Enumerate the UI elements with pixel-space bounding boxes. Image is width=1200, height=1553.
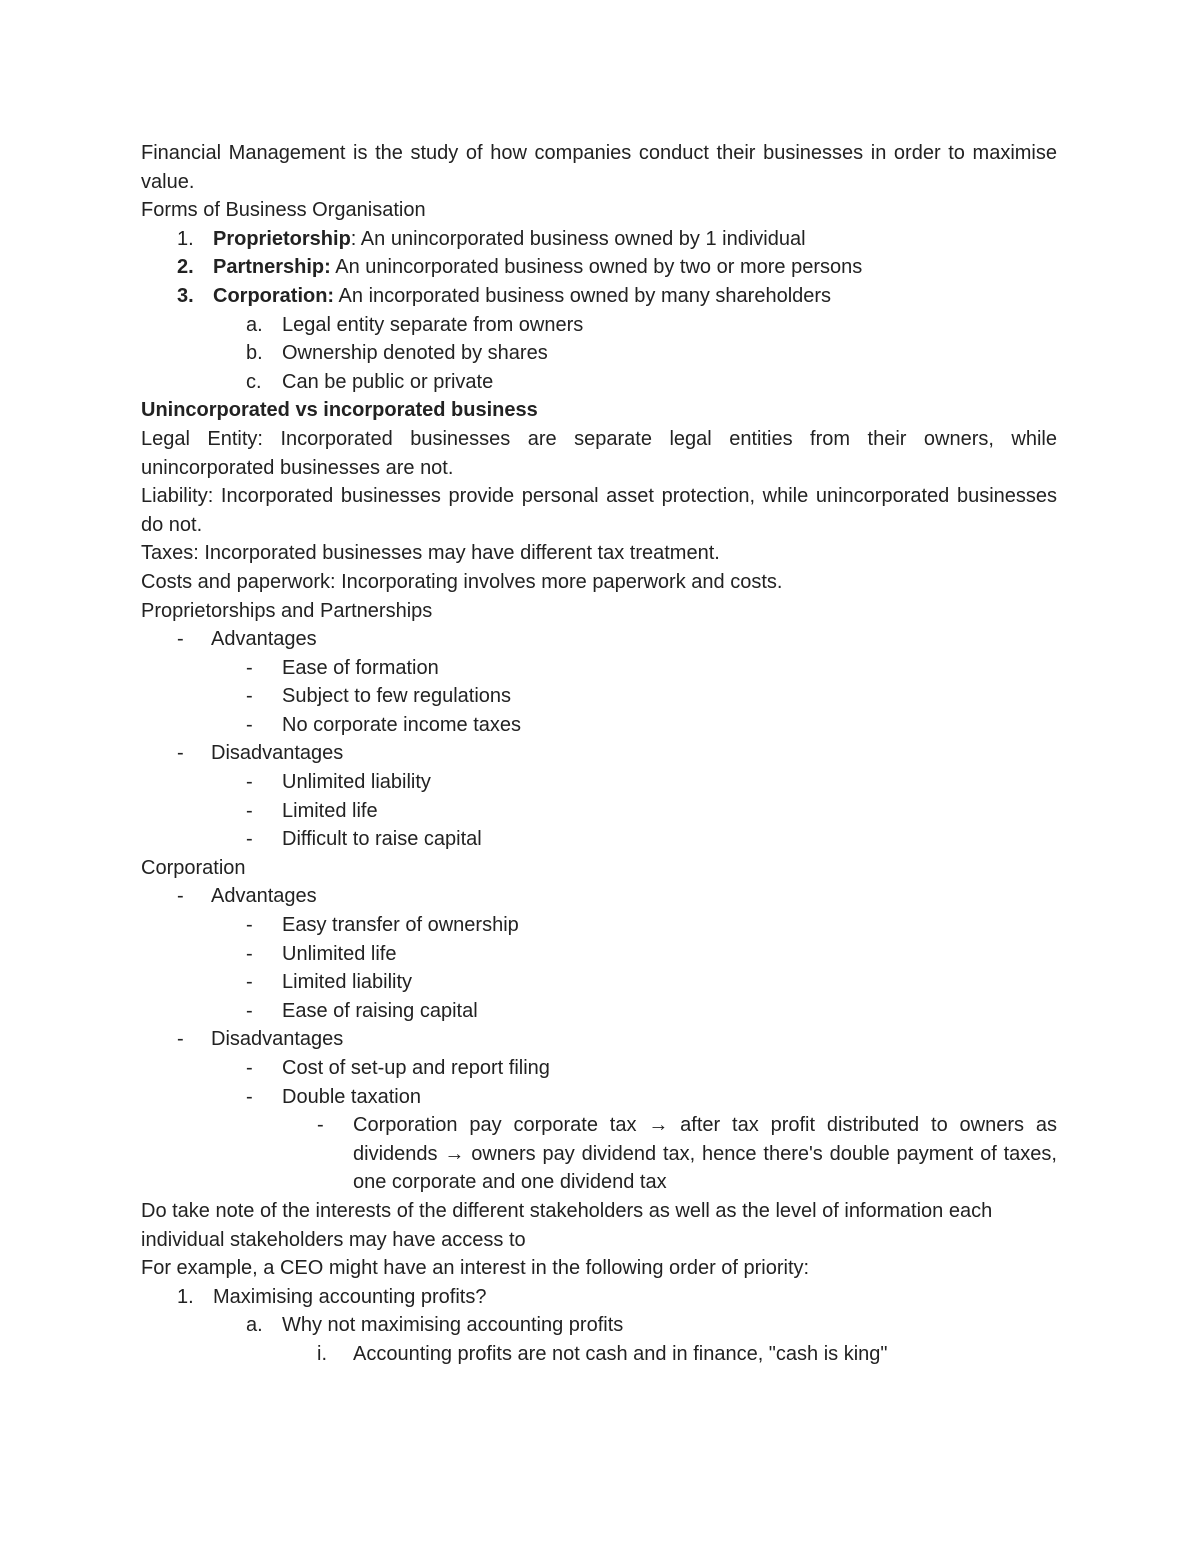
list-marker: i. <box>317 1342 327 1365</box>
compare-taxes: Taxes: Incorporated businesses may have different tax treatment. <box>141 542 720 565</box>
list-item <box>141 1311 1057 1340</box>
definition-partnership: An unincorporated business owned by two or more persons <box>330 256 863 279</box>
list-item-text: Ease of formation <box>282 656 439 679</box>
dash-marker: - <box>246 771 253 794</box>
list-item <box>141 825 1057 854</box>
list-item-proprietorship <box>141 225 1057 254</box>
list-item-text: Limited life <box>282 799 378 822</box>
compare-costs: Costs and paperwork: Incorporating involves more paperwork and costs. <box>141 570 783 593</box>
pp-disadvantages-label: Disadvantages <box>211 742 344 765</box>
corp-heading: Corporation <box>141 856 246 879</box>
list-item <box>141 797 1057 826</box>
term-corporation: Corporation: <box>213 284 335 307</box>
list-item <box>141 311 1057 340</box>
list-item <box>141 997 1057 1026</box>
dash-marker: - <box>246 971 253 994</box>
list-item <box>141 1283 1057 1312</box>
term-proprietorship: Proprietorship <box>213 227 351 250</box>
dash-marker: - <box>177 742 184 765</box>
list-marker: 3. <box>177 284 194 307</box>
list-item <box>141 1083 1057 1112</box>
list-item <box>141 911 1057 940</box>
list-item-text: Subject to few regulations <box>282 685 512 708</box>
list-item-text: Unlimited liability <box>282 771 431 794</box>
stakeholders-note: Do take note of the interests of the different stakeholders as well as the level of information each individual stakeholders may have access to <box>141 1199 993 1251</box>
definition-corporation: An incorporated business owned by many shareholders <box>334 284 832 307</box>
list-item <box>141 339 1057 368</box>
list-item-partnership <box>141 253 1057 282</box>
document-page <box>141 139 1057 1369</box>
pp-heading: Proprietorships and Partnerships <box>141 599 433 622</box>
list-item-text: Easy transfer of ownership <box>282 914 519 937</box>
dash-marker: - <box>246 999 253 1022</box>
dash-marker: - <box>246 656 253 679</box>
list-item-text: Ownership denoted by shares <box>282 342 548 365</box>
forms-heading: Forms of Business Organisation <box>141 199 426 222</box>
list-item-text: Double taxation <box>282 1085 421 1108</box>
dash-marker: - <box>246 828 253 851</box>
list-item <box>141 882 1057 911</box>
list-item <box>141 1025 1057 1054</box>
compare-legal-entity: Legal Entity: Incorporated businesses are separate legal entities from their owners, while unincorporated businesses are not. <box>141 427 1057 479</box>
list-marker: a. <box>246 1314 263 1337</box>
list-item-text: No corporate income taxes <box>282 713 522 736</box>
corp-disadvantages-label: Disadvantages <box>211 1028 344 1051</box>
list-item-text: Unlimited life <box>282 942 397 965</box>
compare-heading: Unincorporated vs incorporated business <box>141 399 538 422</box>
list-item <box>141 940 1057 969</box>
dash-marker: - <box>317 1114 324 1137</box>
dash-marker: - <box>246 799 253 822</box>
list-item <box>141 739 1057 768</box>
list-item-text: Can be public or private <box>282 370 494 393</box>
dash-marker: - <box>246 685 253 708</box>
list-marker: 2. <box>177 256 194 279</box>
ceo-intro: For example, a CEO might have an interest in the following order of priority: <box>141 1257 810 1280</box>
intro-paragraph: Financial Management is the study of how companies conduct their businesses in order to maximise value. <box>141 142 1057 193</box>
list-item-text: Why not maximising accounting profits <box>282 1314 624 1337</box>
list-item <box>141 654 1057 683</box>
dash-marker: - <box>246 1085 253 1108</box>
dash-marker: - <box>177 885 184 908</box>
list-marker: b. <box>246 342 263 365</box>
list-item <box>141 682 1057 711</box>
term-partnership: Partnership: <box>213 256 331 279</box>
double-taxation-detail: Corporation pay corporate tax → after tax profit distributed to owners as dividends → owners pay dividend tax, hence there's double payment of taxes, one corporate and one dividend tax <box>353 1114 1057 1194</box>
list-item <box>141 768 1057 797</box>
list-item-text: Accounting profits are not cash and in finance, "cash is king" <box>353 1342 888 1365</box>
list-item <box>141 1340 1057 1369</box>
dash-marker: - <box>246 942 253 965</box>
list-item <box>141 1054 1057 1083</box>
list-item <box>141 968 1057 997</box>
dash-marker: - <box>177 628 184 651</box>
list-item <box>141 711 1057 740</box>
dash-marker: - <box>246 713 253 736</box>
list-item-text: Maximising accounting profits? <box>213 1285 487 1308</box>
list-item <box>141 625 1057 654</box>
dash-marker: - <box>246 1057 253 1079</box>
list-item-corporation <box>141 282 1057 311</box>
list-item <box>141 368 1057 397</box>
dash-marker: - <box>246 914 253 937</box>
list-marker: a. <box>246 313 263 336</box>
corp-advantages-label: Advantages <box>211 885 317 908</box>
list-marker: 1. <box>177 1285 194 1308</box>
list-item-text: Difficult to raise capital <box>282 828 482 851</box>
list-item-text: Limited liability <box>282 971 413 994</box>
list-item <box>141 1111 1057 1197</box>
dash-marker: - <box>177 1028 184 1051</box>
list-item-text: Ease of raising capital <box>282 999 478 1022</box>
list-item-text: Cost of set-up and report filing <box>282 1057 550 1079</box>
list-marker: 1. <box>177 227 194 250</box>
pp-advantages-label: Advantages <box>211 628 317 651</box>
definition-proprietorship: : An unincorporated business owned by 1 individual <box>350 227 806 250</box>
list-item-text: Legal entity separate from owners <box>282 313 584 336</box>
compare-liability: Liability: Incorporated businesses provide personal asset protection, while unincorporated businesses do not. <box>141 485 1057 536</box>
list-marker: c. <box>246 370 262 393</box>
